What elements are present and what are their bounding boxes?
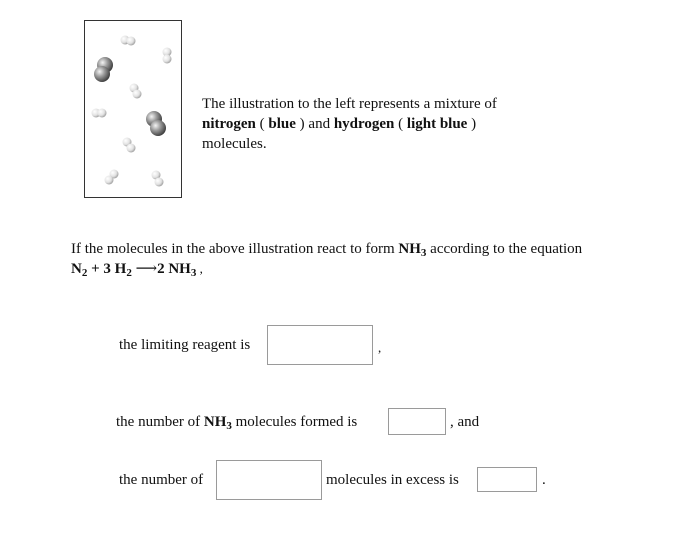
hydrogen-molecule xyxy=(105,170,119,185)
limiting-punct: , xyxy=(378,340,382,355)
excess-punct: . xyxy=(542,472,546,488)
equation-suffix: according to the equation xyxy=(426,241,583,257)
product-formula: $NH_3$ xyxy=(398,241,427,259)
chemical-equation: $N_2 + 3$ $H_2$ ⟶2 $NH_3$ xyxy=(71,261,197,279)
hydrogen-molecule xyxy=(123,138,136,153)
excess-species-input[interactable] xyxy=(216,460,322,500)
reaction-arrow: ⟶ xyxy=(135,261,158,277)
equation-prefix: If the molecules in the above illustration react to form xyxy=(71,241,399,257)
nitrogen-molecule xyxy=(146,111,166,136)
paren-open-1: ( xyxy=(255,116,269,132)
nitrogen-word: nitrogen xyxy=(202,116,256,132)
limiting-reagent-label: the limiting reagent is xyxy=(119,337,251,353)
molecule-illustration xyxy=(84,20,182,198)
equation-trailing: , xyxy=(196,261,203,276)
hydrogen-word: hydrogen xyxy=(333,116,395,132)
hydrogen-molecule xyxy=(163,48,172,64)
hydrogen-molecule xyxy=(152,171,164,187)
paren-open-2: ( xyxy=(394,116,407,132)
molecules-word: molecules. xyxy=(202,136,267,152)
nh3-formed-label: the number of $NH_3$ molecules formed is xyxy=(116,414,358,432)
molecule-diagram xyxy=(85,21,181,197)
hydrogen-molecule xyxy=(121,36,136,46)
blue-word: blue xyxy=(268,116,296,132)
intro-mid: ) and xyxy=(295,116,334,132)
intro-paragraph xyxy=(202,94,562,154)
limiting-reagent-input[interactable] xyxy=(267,325,373,365)
intro-prefix: The illustration to the left represents a mixture of xyxy=(202,96,497,112)
light-blue-word: light blue xyxy=(406,116,468,132)
paren-close: ) xyxy=(467,116,477,132)
hydrogen-molecule xyxy=(92,109,107,118)
excess-count-input[interactable] xyxy=(477,467,537,492)
formed-punct: , and xyxy=(450,414,480,430)
excess-label-post: molecules in excess is xyxy=(326,472,459,488)
equation-paragraph xyxy=(71,239,671,279)
hydrogen-molecule xyxy=(130,84,142,99)
nh3-formed-input[interactable] xyxy=(388,408,446,435)
nitrogen-molecule xyxy=(94,57,113,82)
excess-label-pre: the number of xyxy=(119,472,204,488)
